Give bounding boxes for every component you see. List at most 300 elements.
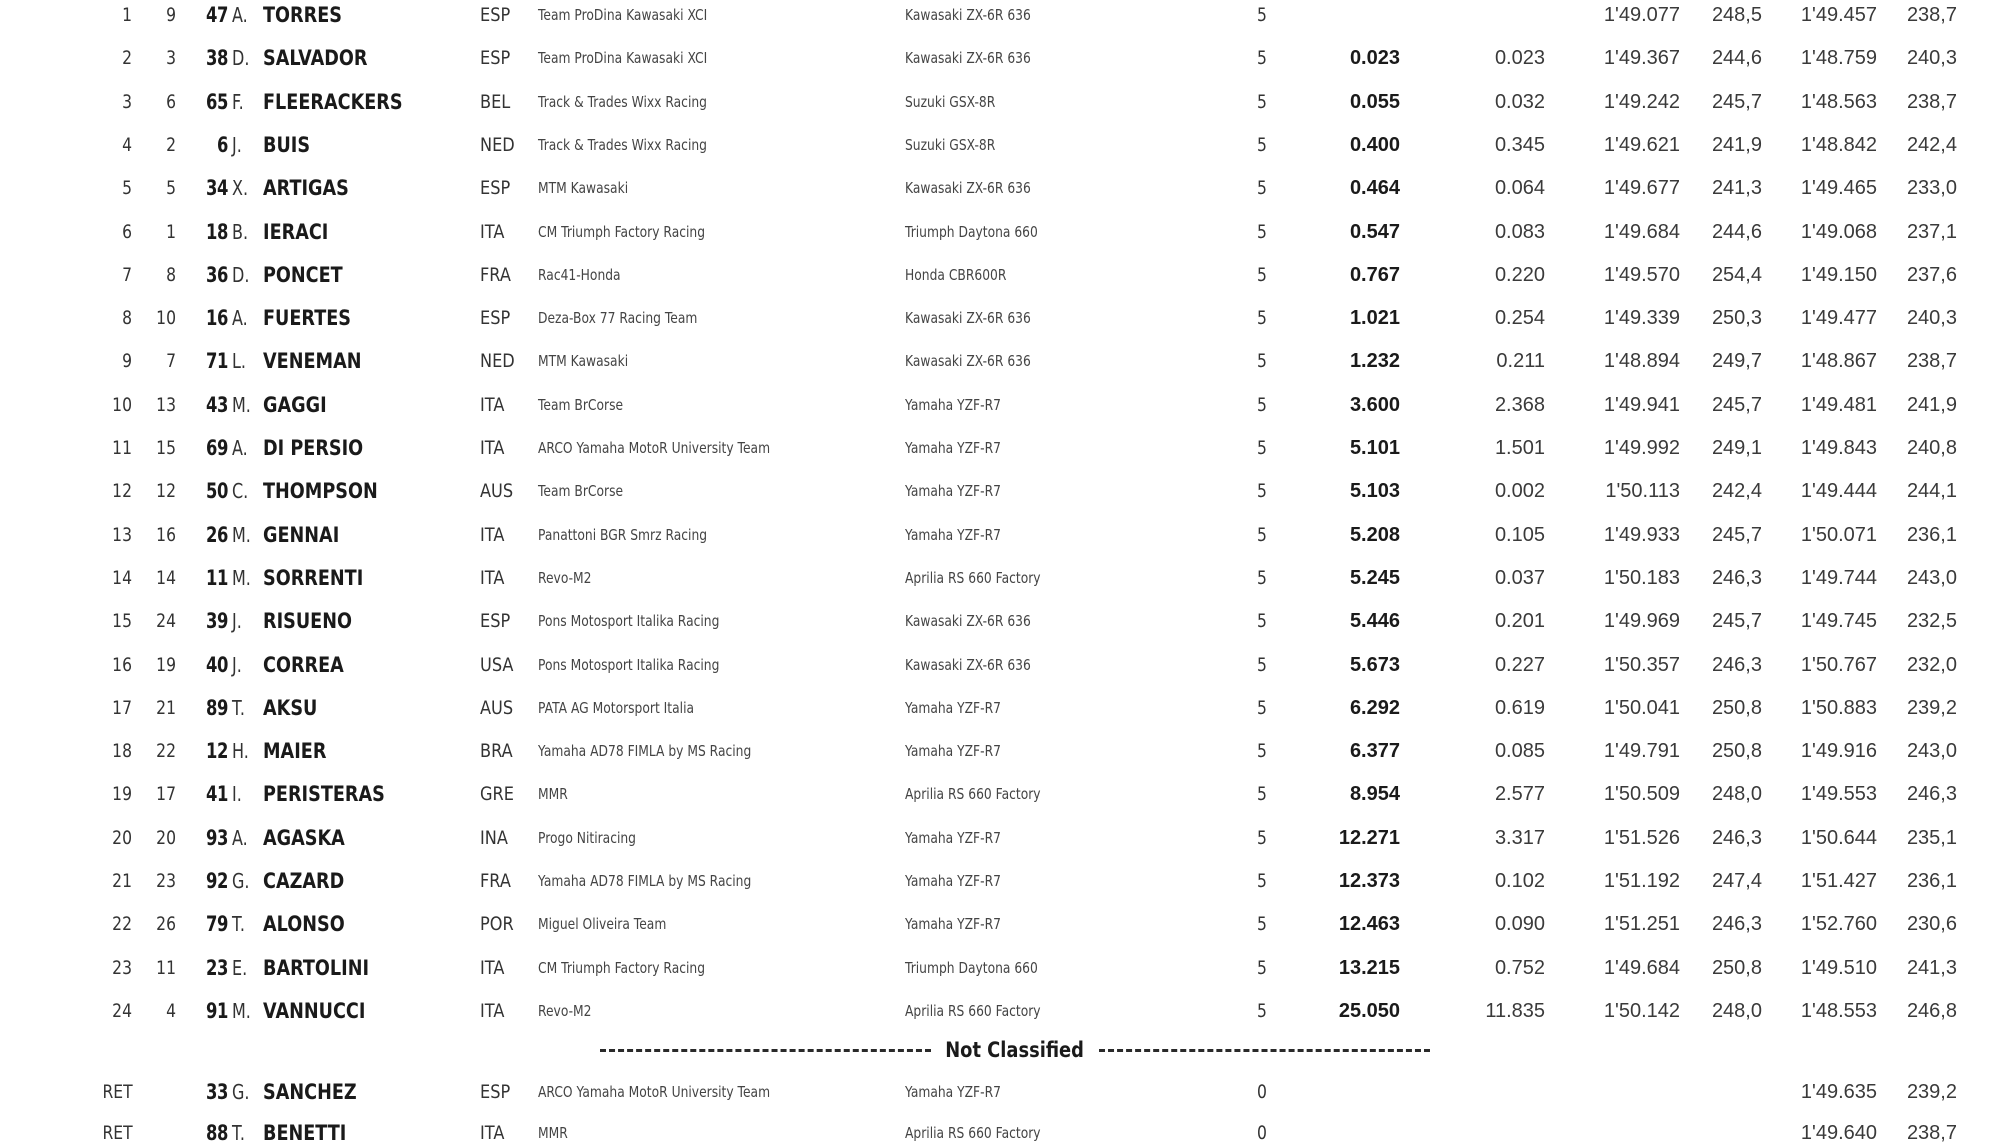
laps: 5 <box>1257 566 1267 589</box>
best-lap-time: 1'48.894 <box>1603 350 1680 373</box>
bike: Kawasaki ZX-6R 636 <box>905 352 1031 371</box>
rider-initial: T. <box>232 695 245 720</box>
laps: 0 <box>1257 1122 1267 1144</box>
position: 7 <box>122 263 132 286</box>
gap-to-first: 0.547 <box>1349 220 1400 243</box>
rider-surname: GAGGI <box>263 392 327 417</box>
bike: Yamaha YZF-R7 <box>905 525 1001 544</box>
position: 1 <box>122 4 132 26</box>
grid-position: 7 <box>166 350 176 373</box>
rider-initial: G. <box>232 1080 250 1104</box>
team: PATA AG Motorsport Italia <box>538 698 695 717</box>
gap-to-first: 12.373 <box>1338 870 1400 892</box>
rider-surname: THOMPSON <box>263 479 378 504</box>
rider-initial: A. <box>232 436 248 460</box>
position: 19 <box>112 783 132 806</box>
result-row <box>0 1077 2000 1107</box>
result-row <box>0 346 2000 376</box>
grid-position: 8 <box>166 263 176 286</box>
gap-to-previous: 2.577 <box>1494 783 1545 806</box>
best-lap-time: 1'49.570 <box>1603 263 1680 286</box>
grid-position: 23 <box>156 870 176 892</box>
top-speed: 236,1 <box>1906 523 1957 546</box>
gap-to-previous: 0.037 <box>1494 566 1545 589</box>
nation: FRA <box>480 870 511 892</box>
laps: 5 <box>1257 177 1267 200</box>
position: 6 <box>122 220 132 243</box>
gap-to-first: 1.232 <box>1349 350 1400 373</box>
best-lap-speed: 248,5 <box>1711 4 1762 26</box>
lap-time: 1'50.071 <box>1800 523 1877 546</box>
grid-position: 21 <box>156 696 176 719</box>
lap-time: 1'50.644 <box>1800 826 1877 849</box>
rider-initial: J. <box>232 609 242 634</box>
position: 9 <box>122 350 132 373</box>
grid-position: 13 <box>156 393 176 416</box>
grid-position: 24 <box>156 610 176 633</box>
laps: 5 <box>1257 999 1267 1022</box>
rider-surname: PERISTERAS <box>263 782 385 807</box>
grid-position: 19 <box>156 653 176 676</box>
position: 11 <box>112 437 132 459</box>
bike: Yamaha YZF-R7 <box>905 872 1001 890</box>
best-lap-time: 1'49.992 <box>1603 437 1680 459</box>
team: Panattoni BGR Smrz Racing <box>538 525 708 544</box>
laps: 5 <box>1257 350 1267 373</box>
laps: 5 <box>1257 393 1267 416</box>
rider-surname: SORRENTI <box>263 565 364 590</box>
rider-number: 69 <box>205 436 228 460</box>
best-lap-speed: 244,6 <box>1711 47 1762 70</box>
gap-to-first: 3.600 <box>1349 393 1400 416</box>
gap-to-previous: 0.032 <box>1494 90 1545 113</box>
rider-number: 18 <box>205 219 228 244</box>
laps: 5 <box>1257 913 1267 936</box>
gap-to-first <box>1300 1118 1400 1148</box>
top-speed: 238,7 <box>1906 1122 1957 1144</box>
best-lap-time: 1'50.041 <box>1603 696 1680 719</box>
best-lap-time: 1'49.242 <box>1603 90 1680 113</box>
nation: NED <box>480 133 515 156</box>
top-speed: 237,6 <box>1906 263 1957 286</box>
bike: Triumph Daytona 660 <box>905 958 1038 977</box>
laps: 5 <box>1257 956 1267 979</box>
best-lap-time: 1'49.077 <box>1603 4 1680 26</box>
laps: 5 <box>1257 653 1267 676</box>
rider-initial: M. <box>232 565 251 590</box>
best-lap-time: 1'51.192 <box>1603 870 1680 892</box>
laps: 5 <box>1257 783 1267 806</box>
result-row <box>0 996 2000 1026</box>
best-lap-time: 1'49.339 <box>1603 307 1680 330</box>
gap-to-first: 12.271 <box>1338 826 1400 849</box>
grid-position: 4 <box>166 999 176 1022</box>
gap-to-first: 0.767 <box>1349 263 1400 286</box>
gap-to-previous: 0.090 <box>1494 913 1545 936</box>
rider-surname: PONCET <box>263 262 343 287</box>
position: 22 <box>112 913 132 936</box>
rider-number: 33 <box>205 1080 228 1104</box>
best-lap-time: 1'49.933 <box>1603 523 1680 546</box>
result-row <box>0 173 2000 203</box>
best-lap-speed <box>1700 1077 1762 1107</box>
rider-number: 79 <box>205 912 228 937</box>
rider-surname: FUERTES <box>263 306 352 331</box>
laps: 5 <box>1257 4 1267 26</box>
bike: Yamaha YZF-R7 <box>905 742 1001 761</box>
gap-to-first: 5.101 <box>1349 437 1400 459</box>
lap-time: 1'48.867 <box>1800 350 1877 373</box>
gap-to-first: 12.463 <box>1338 913 1400 936</box>
position: RET <box>102 1081 133 1103</box>
rider-initial: M. <box>232 998 251 1023</box>
top-speed: 238,7 <box>1906 90 1957 113</box>
bike: Aprilia RS 660 Factory <box>905 568 1041 587</box>
rider-number: 11 <box>205 565 228 590</box>
bike: Suzuki GSX-8R <box>905 135 996 154</box>
rider-initial: D. <box>232 262 250 287</box>
rider-number: 47 <box>205 3 228 27</box>
nation: FRA <box>480 263 511 286</box>
best-lap-speed: 254,4 <box>1711 263 1762 286</box>
rider-surname: AKSU <box>263 695 318 720</box>
team: CM Triumph Factory Racing <box>538 958 706 977</box>
rider-number: 71 <box>205 349 228 374</box>
team: MTM Kawasaki <box>538 179 629 198</box>
lap-time: 1'50.767 <box>1800 653 1877 676</box>
result-row <box>0 909 2000 939</box>
gap-to-previous: 0.345 <box>1494 133 1545 156</box>
rider-initial: A. <box>232 306 248 331</box>
divider-dash-left <box>600 1049 931 1052</box>
top-speed: 235,1 <box>1906 826 1957 849</box>
top-speed: 238,7 <box>1906 350 1957 373</box>
lap-time: 1'52.760 <box>1800 913 1877 936</box>
bike: Yamaha YZF-R7 <box>905 482 1001 501</box>
best-lap-time: 1'49.969 <box>1603 610 1680 633</box>
position: 21 <box>112 870 132 892</box>
lap-time: 1'49.553 <box>1800 783 1877 806</box>
nation: ITA <box>480 566 505 589</box>
rider-initial: D. <box>232 46 250 71</box>
laps: 5 <box>1257 523 1267 546</box>
team: Deza-Box 77 Racing Team <box>538 309 698 328</box>
lap-time: 1'49.635 <box>1800 1081 1877 1103</box>
gap-to-previous: 0.023 <box>1494 47 1545 70</box>
lap-time: 1'48.563 <box>1800 90 1877 113</box>
laps: 5 <box>1257 133 1267 156</box>
best-lap-time: 1'49.791 <box>1603 740 1680 763</box>
lap-time: 1'49.745 <box>1800 610 1877 633</box>
rider-number: 23 <box>205 955 228 980</box>
nation: USA <box>480 653 514 676</box>
nation: BRA <box>480 740 513 763</box>
position: 24 <box>112 999 132 1022</box>
lap-time: 1'49.640 <box>1800 1122 1877 1144</box>
result-row <box>0 260 2000 290</box>
gap-to-previous: 0.254 <box>1494 307 1545 330</box>
result-row <box>0 476 2000 506</box>
best-lap-speed: 248,0 <box>1711 783 1762 806</box>
rider-number: 92 <box>205 869 228 893</box>
rider-initial: H. <box>232 739 249 764</box>
nation: INA <box>480 826 508 849</box>
top-speed: 246,3 <box>1906 783 1957 806</box>
best-lap-time: 1'49.677 <box>1603 177 1680 200</box>
grid-position <box>146 1118 176 1148</box>
position: 16 <box>112 653 132 676</box>
nation: ITA <box>480 393 505 416</box>
rider-initial: G. <box>232 869 250 893</box>
rider-number: 88 <box>205 1121 228 1145</box>
lap-time: 1'50.883 <box>1800 696 1877 719</box>
position: 14 <box>112 566 132 589</box>
not-classified-label: Not Classified <box>945 1038 1085 1062</box>
team: Yamaha AD78 FIMLA by MS Racing <box>538 742 752 761</box>
rider-surname: CORREA <box>263 652 344 677</box>
best-lap-speed: 244,6 <box>1711 220 1762 243</box>
nation: AUS <box>480 480 514 503</box>
rider-number: 16 <box>205 306 228 331</box>
best-lap-speed: 245,7 <box>1711 523 1762 546</box>
nation: ITA <box>480 999 505 1022</box>
grid-position: 22 <box>156 740 176 763</box>
rider-number: 34 <box>205 176 228 201</box>
rider-number: 38 <box>205 46 228 71</box>
gap-to-previous: 0.619 <box>1494 696 1545 719</box>
grid-position: 20 <box>156 826 176 849</box>
team: Team BrCorse <box>538 395 624 414</box>
result-row <box>0 1118 2000 1148</box>
rider-surname: VANNUCCI <box>263 998 366 1023</box>
team: Rac41-Honda <box>538 265 621 284</box>
result-row <box>0 520 2000 550</box>
rider-surname: GENNAI <box>263 522 340 547</box>
rider-number: 89 <box>205 695 228 720</box>
best-lap-speed: 241,9 <box>1711 133 1762 156</box>
best-lap-time: 1'49.367 <box>1603 47 1680 70</box>
laps: 5 <box>1257 740 1267 763</box>
best-lap-speed: 250,8 <box>1711 956 1762 979</box>
gap-to-previous: 2.368 <box>1494 393 1545 416</box>
gap-to-previous: 0.064 <box>1494 177 1545 200</box>
best-lap-speed: 246,3 <box>1711 826 1762 849</box>
laps: 5 <box>1257 826 1267 849</box>
gap-to-first <box>1300 1077 1400 1107</box>
lap-time: 1'49.465 <box>1800 177 1877 200</box>
best-lap-time: 1'49.941 <box>1603 393 1680 416</box>
position: 23 <box>112 956 132 979</box>
lap-time: 1'49.481 <box>1800 393 1877 416</box>
team: Track & Trades Wixx Racing <box>538 135 707 154</box>
grid-position: 2 <box>166 133 176 156</box>
top-speed: 243,0 <box>1906 566 1957 589</box>
rider-surname: ARTIGAS <box>263 176 349 201</box>
rider-number: 12 <box>205 739 228 764</box>
top-speed: 240,8 <box>1906 437 1957 459</box>
lap-time: 1'49.477 <box>1800 307 1877 330</box>
gap-to-first: 13.215 <box>1338 956 1400 979</box>
rider-initial: F. <box>232 89 244 114</box>
rider-surname: BENETTI <box>263 1121 347 1145</box>
rider-initial: T. <box>232 1121 245 1145</box>
laps: 5 <box>1257 696 1267 719</box>
rider-number: 43 <box>205 392 228 417</box>
best-lap-speed: 246,3 <box>1711 566 1762 589</box>
nation: ESP <box>480 4 511 26</box>
rider-surname: FLEERACKERS <box>263 89 403 114</box>
rider-surname: MAIER <box>263 739 327 764</box>
grid-position: 11 <box>156 956 176 979</box>
best-lap-speed: 245,7 <box>1711 90 1762 113</box>
gap-to-previous: 0.083 <box>1494 220 1545 243</box>
grid-position: 3 <box>166 47 176 70</box>
nation: POR <box>480 913 514 936</box>
lap-time: 1'49.916 <box>1800 740 1877 763</box>
gap-to-previous: 3.317 <box>1494 826 1545 849</box>
grid-position <box>146 1077 176 1107</box>
position: 12 <box>112 480 132 503</box>
top-speed: 240,3 <box>1906 47 1957 70</box>
lap-time: 1'49.150 <box>1800 263 1877 286</box>
laps: 5 <box>1257 437 1267 459</box>
gap-to-first: 6.377 <box>1349 740 1400 763</box>
lap-time: 1'49.068 <box>1800 220 1877 243</box>
rider-surname: SANCHEZ <box>263 1080 357 1104</box>
best-lap-speed: 250,8 <box>1711 696 1762 719</box>
team: Revo-M2 <box>538 568 592 587</box>
bike: Yamaha YZF-R7 <box>905 828 1001 847</box>
nation: ESP <box>480 610 511 633</box>
rider-surname: SALVADOR <box>263 46 368 71</box>
nation: NED <box>480 350 515 373</box>
rider-initial: M. <box>232 522 251 547</box>
gap-to-first: 0.464 <box>1349 177 1400 200</box>
bike: Kawasaki ZX-6R 636 <box>905 179 1031 198</box>
position: 17 <box>112 696 132 719</box>
gap-to-first: 0.055 <box>1349 90 1400 113</box>
team: Team ProDina Kawasaki XCI <box>538 49 708 68</box>
best-lap-speed: 245,7 <box>1711 393 1762 416</box>
position: 18 <box>112 740 132 763</box>
rider-number: 39 <box>205 609 228 634</box>
rider-surname: BUIS <box>263 132 311 157</box>
result-row <box>0 650 2000 680</box>
rider-surname: ALONSO <box>263 912 345 937</box>
result-row <box>0 303 2000 333</box>
team: Pons Motosport Italika Racing <box>538 612 720 631</box>
gap-to-previous: 0.102 <box>1494 870 1545 892</box>
team: ARCO Yamaha MotoR University Team <box>538 439 771 457</box>
nation: ITA <box>480 437 505 459</box>
bike: Kawasaki ZX-6R 636 <box>905 49 1031 68</box>
position: 15 <box>112 610 132 633</box>
bike: Kawasaki ZX-6R 636 <box>905 612 1031 631</box>
position: 13 <box>112 523 132 546</box>
nation: ESP <box>480 307 511 330</box>
rider-initial: E. <box>232 955 248 980</box>
lap-time: 1'49.843 <box>1800 437 1877 459</box>
grid-position: 26 <box>156 913 176 936</box>
laps: 5 <box>1257 870 1267 892</box>
gap-to-first: 5.245 <box>1349 566 1400 589</box>
result-row <box>0 390 2000 420</box>
position: 20 <box>112 826 132 849</box>
rider-initial: A. <box>232 825 248 850</box>
rider-initial: L. <box>232 349 246 374</box>
best-lap-time <box>1570 1077 1680 1107</box>
bike: Kawasaki ZX-6R 636 <box>905 309 1031 328</box>
best-lap-time: 1'49.684 <box>1603 956 1680 979</box>
bike: Suzuki GSX-8R <box>905 92 996 111</box>
best-lap-time: 1'50.113 <box>1605 480 1680 503</box>
gap-to-first: 0.023 <box>1349 47 1400 70</box>
not-classified-divider <box>600 1035 1430 1065</box>
bike: Honda CBR600R <box>905 265 1007 284</box>
rider-number: 50 <box>205 479 228 504</box>
bike: Aprilia RS 660 Factory <box>905 1001 1041 1020</box>
rider-initial: J. <box>232 652 242 677</box>
lap-time: 1'49.444 <box>1800 480 1877 503</box>
gap-to-first: 8.954 <box>1349 783 1400 806</box>
gap-to-previous: 0.211 <box>1496 350 1545 373</box>
rider-number: 6 <box>216 132 228 157</box>
rider-number: 91 <box>205 998 228 1023</box>
position: 4 <box>122 133 132 156</box>
bike: Yamaha YZF-R7 <box>905 1083 1001 1101</box>
rider-surname: VENEMAN <box>263 349 362 374</box>
team: CM Triumph Factory Racing <box>538 222 706 241</box>
top-speed: 242,4 <box>1906 133 1957 156</box>
lap-time: 1'48.842 <box>1800 133 1877 156</box>
gap-to-first: 25.050 <box>1338 999 1400 1022</box>
best-lap-time: 1'51.526 <box>1603 826 1680 849</box>
team: Team ProDina Kawasaki XCI <box>538 6 708 24</box>
gap-to-first: 5.208 <box>1349 523 1400 546</box>
laps: 0 <box>1257 1081 1267 1103</box>
bike: Yamaha YZF-R7 <box>905 915 1001 934</box>
gap-to-previous: 0.085 <box>1494 740 1545 763</box>
team: Progo Nitiracing <box>538 828 637 847</box>
team: Pons Motosport Italika Racing <box>538 655 720 674</box>
position: RET <box>102 1122 133 1144</box>
rider-initial: C. <box>232 479 249 504</box>
grid-position: 14 <box>156 566 176 589</box>
rider-number: 40 <box>205 652 228 677</box>
best-lap-speed: 250,8 <box>1711 740 1762 763</box>
lap-time: 1'48.759 <box>1800 47 1877 70</box>
nation: ITA <box>480 220 505 243</box>
gap-to-previous: 0.105 <box>1494 523 1545 546</box>
gap-to-first: 5.673 <box>1349 653 1400 676</box>
grid-position: 12 <box>156 480 176 503</box>
grid-position: 10 <box>156 307 176 330</box>
nation: ITA <box>480 523 505 546</box>
team: MTM Kawasaki <box>538 352 629 371</box>
nation: BEL <box>480 90 511 113</box>
result-row <box>0 43 2000 73</box>
bike: Kawasaki ZX-6R 636 <box>905 6 1031 24</box>
rider-initial: M. <box>232 392 251 417</box>
rider-number: 36 <box>205 262 228 287</box>
rider-initial: A. <box>232 3 248 27</box>
gap-to-previous: 0.220 <box>1494 263 1545 286</box>
divider-dash-right <box>1099 1049 1430 1052</box>
rider-surname: CAZARD <box>263 869 345 893</box>
top-speed: 237,1 <box>1906 220 1957 243</box>
gap-to-first: 5.103 <box>1349 480 1400 503</box>
bike: Yamaha YZF-R7 <box>905 439 1001 457</box>
